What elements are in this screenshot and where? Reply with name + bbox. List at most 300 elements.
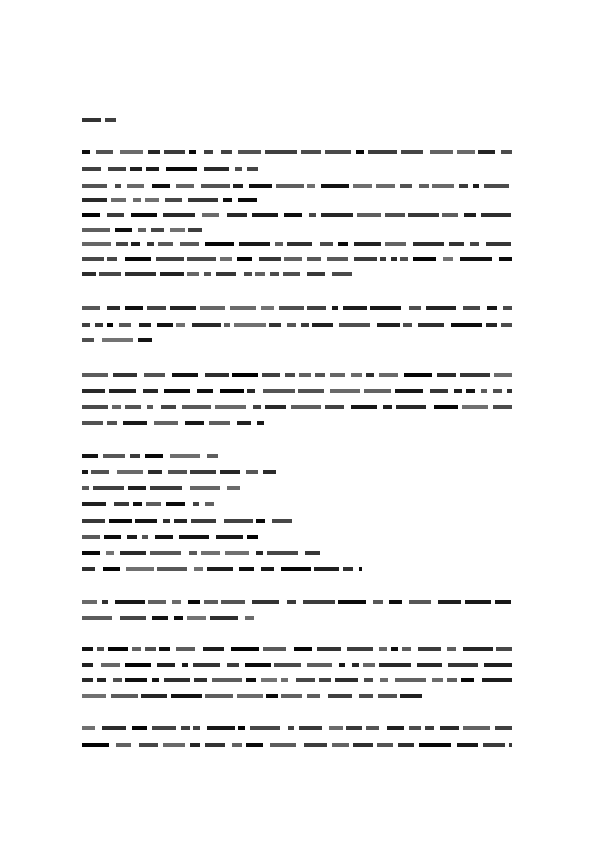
word-mark	[114, 502, 129, 506]
word-mark	[170, 454, 200, 458]
word-mark	[307, 306, 326, 310]
word-mark	[188, 198, 218, 202]
word-mark	[378, 694, 397, 698]
word-mark	[275, 242, 283, 246]
word-mark	[364, 678, 373, 682]
text-line	[82, 197, 262, 204]
word-mark	[82, 338, 94, 342]
word-mark	[317, 647, 341, 651]
word-mark	[347, 647, 373, 651]
word-mark	[495, 600, 511, 604]
word-mark	[419, 184, 429, 188]
word-mark	[233, 184, 243, 188]
word-mark	[261, 567, 274, 571]
word-mark	[299, 373, 311, 377]
word-mark	[209, 421, 230, 425]
word-mark	[158, 242, 173, 246]
word-mark	[279, 306, 304, 310]
word-mark	[385, 213, 405, 217]
word-mark	[332, 306, 338, 310]
word-mark	[95, 323, 103, 327]
word-mark	[192, 323, 221, 327]
word-mark	[281, 567, 311, 571]
word-mark	[125, 306, 143, 310]
word-mark	[330, 373, 345, 377]
word-mark	[216, 535, 243, 539]
word-mark	[373, 600, 383, 604]
word-mark	[430, 150, 453, 154]
word-mark	[460, 373, 490, 377]
word-mark	[205, 743, 225, 747]
word-mark	[288, 726, 294, 730]
word-mark	[351, 405, 377, 409]
word-mark	[109, 519, 132, 523]
word-mark	[125, 257, 151, 261]
text-line	[82, 404, 512, 411]
word-mark	[383, 405, 392, 409]
word-mark	[305, 551, 320, 555]
word-mark	[385, 242, 406, 246]
word-mark	[126, 567, 154, 571]
word-mark	[339, 323, 370, 327]
word-mark	[82, 421, 103, 425]
word-mark	[484, 184, 509, 188]
word-mark	[133, 198, 141, 202]
word-mark	[204, 272, 211, 276]
word-mark	[287, 600, 296, 604]
word-mark	[321, 184, 349, 188]
text-line	[82, 149, 512, 156]
word-mark	[402, 647, 411, 651]
word-mark	[379, 663, 411, 667]
word-mark	[447, 647, 456, 651]
word-mark	[201, 184, 230, 188]
word-mark	[188, 228, 202, 232]
word-mark	[117, 470, 143, 474]
word-mark	[187, 616, 206, 620]
word-mark	[270, 743, 296, 747]
word-mark	[82, 726, 95, 730]
word-mark	[166, 502, 185, 506]
word-mark	[82, 616, 112, 620]
word-mark	[227, 213, 247, 217]
word-mark	[353, 184, 372, 188]
word-mark	[193, 502, 199, 506]
word-mark	[220, 389, 244, 393]
word-mark	[182, 405, 211, 409]
word-mark	[366, 726, 379, 730]
word-mark	[163, 743, 185, 747]
word-mark	[246, 678, 256, 682]
word-mark	[395, 389, 423, 393]
text-line	[82, 566, 362, 573]
word-mark	[201, 551, 220, 555]
word-mark	[93, 486, 124, 490]
word-mark	[82, 118, 101, 122]
word-mark	[398, 743, 414, 747]
word-mark	[82, 257, 104, 261]
word-mark	[168, 470, 187, 474]
text-line	[82, 501, 214, 508]
word-mark	[193, 663, 220, 667]
word-mark	[426, 306, 456, 310]
word-mark	[449, 242, 464, 246]
word-mark	[307, 663, 332, 667]
word-mark	[113, 373, 137, 377]
word-mark	[353, 743, 373, 747]
word-mark	[115, 600, 145, 604]
word-mark	[252, 213, 278, 217]
word-mark	[281, 694, 302, 698]
word-mark	[501, 150, 512, 154]
word-mark	[111, 694, 138, 698]
word-mark	[461, 678, 474, 682]
word-mark	[131, 242, 140, 246]
word-mark	[82, 600, 97, 604]
word-mark	[210, 616, 238, 620]
text-line	[82, 305, 512, 312]
word-mark	[113, 678, 122, 682]
word-mark	[176, 184, 194, 188]
word-mark	[119, 323, 131, 327]
word-mark	[144, 373, 165, 377]
word-mark	[262, 373, 280, 377]
word-mark	[223, 198, 232, 202]
word-mark	[267, 551, 298, 555]
text-line	[82, 117, 116, 124]
text-line	[82, 646, 512, 653]
word-mark	[307, 184, 315, 188]
word-mark	[170, 306, 196, 310]
word-mark	[263, 389, 295, 393]
text-line	[82, 372, 512, 379]
word-mark	[139, 323, 151, 327]
word-mark	[143, 389, 158, 393]
word-mark	[130, 454, 140, 458]
word-mark	[125, 678, 147, 682]
word-mark	[157, 663, 175, 667]
word-mark	[91, 470, 109, 474]
text-line	[82, 241, 512, 248]
word-mark	[216, 272, 236, 276]
word-mark	[481, 389, 487, 393]
word-mark	[220, 257, 232, 261]
word-mark	[486, 242, 511, 246]
word-mark	[82, 150, 90, 154]
word-mark	[270, 272, 279, 276]
word-mark	[246, 470, 258, 474]
word-mark	[170, 228, 185, 232]
word-mark	[432, 184, 454, 188]
word-mark	[82, 567, 95, 571]
word-mark	[82, 454, 98, 458]
word-mark	[235, 167, 242, 171]
word-mark	[163, 519, 170, 523]
word-mark	[265, 150, 297, 154]
word-mark	[125, 405, 141, 409]
word-mark	[495, 726, 512, 730]
word-mark	[257, 421, 264, 425]
word-mark	[224, 519, 253, 523]
word-mark	[82, 184, 107, 188]
word-mark	[430, 389, 448, 393]
text-line	[82, 183, 512, 190]
word-mark	[82, 405, 108, 409]
word-mark	[151, 228, 164, 232]
text-line	[82, 420, 264, 427]
word-mark	[82, 743, 109, 747]
word-mark	[82, 306, 100, 310]
word-mark	[284, 257, 302, 261]
word-mark	[111, 198, 126, 202]
word-mark	[190, 470, 216, 474]
word-mark	[263, 470, 276, 474]
word-mark	[82, 535, 100, 539]
word-mark	[494, 373, 512, 377]
word-mark	[315, 373, 325, 377]
word-mark	[150, 486, 182, 490]
word-mark	[339, 663, 345, 667]
word-mark	[108, 167, 126, 171]
word-mark	[309, 213, 316, 217]
word-mark	[82, 167, 101, 171]
word-mark	[156, 257, 184, 261]
word-mark	[165, 198, 182, 202]
word-mark	[499, 257, 512, 261]
word-mark	[256, 519, 265, 523]
text-line	[82, 485, 240, 492]
word-mark	[493, 389, 502, 393]
text-line	[82, 599, 512, 606]
word-mark	[377, 743, 393, 747]
word-mark	[354, 242, 381, 246]
word-mark	[230, 306, 256, 310]
word-mark	[496, 647, 512, 651]
word-mark	[82, 470, 88, 474]
text-line	[82, 227, 202, 234]
word-mark	[157, 323, 173, 327]
word-mark	[484, 663, 512, 667]
word-mark	[487, 306, 497, 310]
word-mark	[466, 389, 475, 393]
word-mark	[82, 323, 90, 327]
word-mark	[269, 323, 281, 327]
word-mark	[179, 535, 209, 539]
word-mark	[108, 647, 128, 651]
word-mark	[145, 198, 159, 202]
word-mark	[359, 694, 373, 698]
word-mark	[486, 323, 497, 327]
word-mark	[473, 184, 479, 188]
word-mark	[438, 600, 461, 604]
word-mark	[172, 373, 198, 377]
word-mark	[82, 486, 89, 490]
word-mark	[296, 678, 315, 682]
word-mark	[404, 373, 432, 377]
word-mark	[481, 213, 511, 217]
word-mark	[141, 694, 167, 698]
word-mark	[329, 726, 343, 730]
word-mark	[102, 600, 108, 604]
word-mark	[332, 272, 352, 276]
word-mark	[227, 486, 240, 490]
word-mark	[239, 567, 254, 571]
word-mark	[401, 150, 423, 154]
text-line	[82, 693, 422, 700]
word-mark	[138, 338, 152, 342]
word-mark	[247, 535, 258, 539]
word-mark	[189, 150, 196, 154]
word-mark	[253, 405, 261, 409]
word-mark	[232, 743, 242, 747]
word-mark	[400, 694, 422, 698]
word-mark	[432, 678, 443, 682]
word-mark	[128, 486, 146, 490]
word-mark	[327, 257, 348, 261]
word-mark	[205, 242, 234, 246]
word-mark	[200, 306, 225, 310]
word-mark	[465, 600, 491, 604]
word-mark	[147, 405, 153, 409]
word-mark	[304, 743, 327, 747]
word-mark	[160, 272, 184, 276]
word-mark	[155, 535, 173, 539]
word-mark	[130, 167, 142, 171]
word-mark	[172, 600, 181, 604]
word-mark	[343, 567, 353, 571]
word-mark	[221, 600, 245, 604]
word-mark	[164, 678, 190, 682]
word-mark	[463, 306, 480, 310]
word-mark	[182, 663, 188, 667]
word-mark	[181, 726, 190, 730]
word-mark	[338, 242, 348, 246]
word-mark	[464, 213, 476, 217]
word-mark	[116, 743, 131, 747]
word-mark	[164, 389, 190, 393]
word-mark	[299, 726, 322, 730]
word-mark	[314, 567, 339, 571]
word-mark	[207, 454, 218, 458]
word-mark	[391, 647, 398, 651]
word-mark	[451, 323, 482, 327]
word-mark	[203, 647, 224, 651]
word-mark	[470, 242, 479, 246]
word-mark	[335, 678, 358, 682]
word-mark	[131, 213, 157, 217]
word-mark	[163, 213, 195, 217]
word-mark	[418, 647, 441, 651]
word-mark	[368, 150, 397, 154]
word-mark	[189, 551, 197, 555]
word-mark	[237, 694, 263, 698]
word-mark	[408, 213, 439, 217]
word-mark	[120, 551, 146, 555]
word-mark	[356, 150, 364, 154]
word-mark	[102, 338, 133, 342]
word-mark	[454, 389, 462, 393]
word-mark	[107, 213, 124, 217]
word-mark	[482, 678, 512, 682]
word-mark	[307, 694, 320, 698]
word-mark	[109, 389, 136, 393]
word-mark	[357, 213, 381, 217]
word-mark	[82, 678, 93, 682]
word-mark	[325, 405, 344, 409]
word-mark	[142, 535, 148, 539]
word-mark	[190, 486, 220, 490]
word-mark	[285, 373, 295, 377]
word-mark	[125, 272, 156, 276]
word-mark	[159, 647, 170, 651]
word-mark	[174, 616, 183, 620]
word-mark	[187, 272, 199, 276]
word-mark	[396, 405, 426, 409]
word-mark	[97, 678, 106, 682]
word-mark	[116, 242, 128, 246]
word-mark	[157, 567, 187, 571]
word-mark	[152, 616, 168, 620]
word-mark	[82, 389, 105, 393]
word-mark	[509, 743, 512, 747]
word-mark	[99, 272, 121, 276]
word-mark	[351, 373, 362, 377]
word-mark	[409, 306, 421, 310]
word-mark	[147, 242, 154, 246]
word-mark	[212, 678, 242, 682]
word-mark	[161, 405, 176, 409]
word-mark	[338, 600, 366, 604]
word-mark	[354, 257, 377, 261]
word-mark	[225, 551, 249, 555]
word-mark	[82, 502, 106, 506]
word-mark	[238, 198, 257, 202]
word-mark	[307, 272, 325, 276]
text-line	[82, 534, 258, 541]
word-mark	[191, 519, 216, 523]
word-mark	[263, 647, 286, 651]
text-line	[82, 662, 512, 669]
word-mark	[82, 373, 108, 377]
word-mark	[501, 323, 512, 327]
word-mark	[413, 257, 436, 261]
word-mark	[194, 678, 207, 682]
word-mark	[328, 694, 352, 698]
word-mark	[249, 184, 272, 188]
word-mark	[330, 389, 360, 393]
word-mark	[224, 323, 230, 327]
word-mark	[176, 647, 195, 651]
word-mark	[294, 647, 312, 651]
text-line	[82, 388, 512, 395]
word-mark	[239, 242, 270, 246]
text-line	[82, 469, 278, 476]
word-mark	[503, 306, 512, 310]
word-mark	[440, 726, 459, 730]
word-mark	[145, 454, 163, 458]
word-mark	[377, 323, 400, 327]
word-mark	[107, 421, 117, 425]
word-mark	[82, 519, 105, 523]
text-line	[82, 166, 258, 173]
word-mark	[146, 502, 161, 506]
word-mark	[101, 663, 120, 667]
word-mark	[447, 678, 457, 682]
word-mark	[379, 647, 387, 651]
word-mark	[147, 306, 166, 310]
text-line	[82, 322, 512, 329]
word-mark	[287, 242, 312, 246]
